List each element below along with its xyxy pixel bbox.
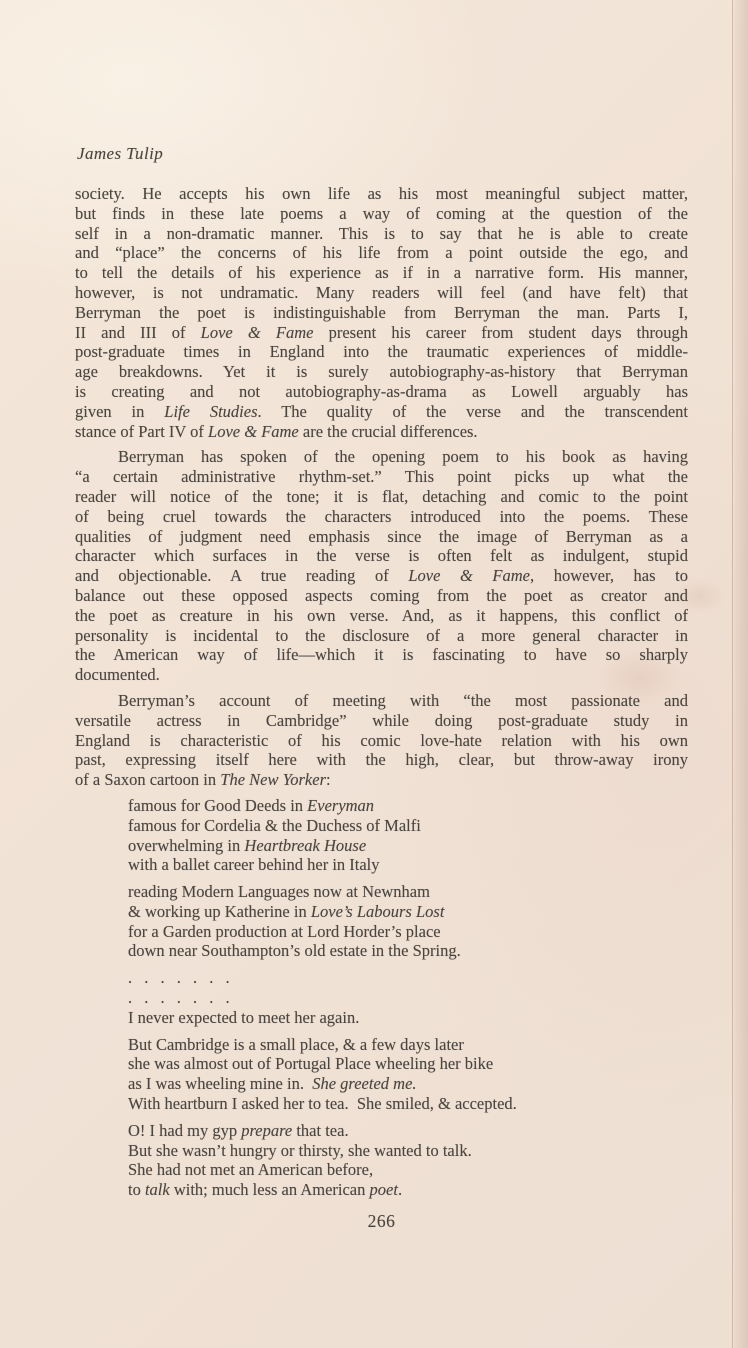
verse-line: But she wasn’t hungry or thirsty, she wanted to talk. — [128, 1140, 472, 1160]
text-line: is creating and not autobiography-as-drama as Lowell arguably has — [75, 381, 688, 401]
text-line: Berryman has spoken of the opening poem to his book as having — [118, 447, 688, 467]
verse-line: I never expected to meet her again. — [128, 1007, 360, 1027]
text-line: of a Saxon cartoon in The New Yorker: — [75, 770, 331, 790]
text-line: but finds in these late poems a way of coming at the question of the — [75, 203, 688, 223]
running-header-author: James Tulip — [77, 144, 164, 163]
text-line: past, expressing itself here with the high, clear, but throw-away irony — [75, 750, 688, 770]
verse-line: as I was wheeling mine in. She greeted me. — [128, 1074, 417, 1094]
text-line: England is characteristic of his comic love-hate relation with his own — [75, 730, 688, 750]
verse-line: & working up Katherine in Love’s Labours Lost — [128, 901, 445, 921]
verse-stanza — [128, 1035, 688, 1114]
verse-stanza — [128, 796, 688, 875]
verse-line: famous for Cordelia & the Duchess of Malfi — [128, 815, 421, 835]
page-body — [75, 184, 688, 1207]
verse-line: for a Garden production at Lord Horder’s place — [128, 921, 441, 941]
text-line: II and III of Love & Fame present his career from student days through — [75, 322, 688, 342]
verse-line: to talk with; much less an American poet. — [128, 1180, 403, 1200]
verse-line: she was almost out of Portugal Place wheeling her bike — [128, 1054, 494, 1074]
text-line: and objectionable. A true reading of Love & Fame, however, has to — [75, 566, 688, 586]
text-line: of being cruel towards the characters introduced into the poems. These — [75, 506, 688, 526]
text-line: and “place” the concerns of his life from a point outside the ego, and — [75, 243, 688, 263]
verse-line: She had not met an American before, — [128, 1160, 374, 1180]
text-line: stance of Part IV of Love & Fame are the crucial differences. — [75, 421, 478, 441]
page-edge-shadow — [732, 0, 748, 1348]
text-line: reader will notice of the tone; it is flat, detaching and comic to the point — [75, 486, 688, 506]
text-line: age breakdowns. Yet it is surely autobiography-as-history that Berryman — [75, 362, 688, 382]
verse-line: overwhelming in Heartbreak House — [128, 835, 367, 855]
verse-line: with a ballet career behind her in Italy — [128, 855, 380, 875]
verse-line: reading Modern Languages now at Newnham — [128, 882, 430, 902]
verse-line: With heartburn I asked her to tea. She smiled, & accepted. — [128, 1094, 517, 1114]
verse-line: But Cambridge is a small place, & a few days later — [128, 1034, 464, 1054]
text-line: balance out these opposed aspects coming from the poet as creator and — [75, 585, 688, 605]
text-line: to tell the details of his experience as if in a narrative form. His manner, — [75, 263, 688, 283]
text-line: self in a non-dramatic manner. This is to say that he is able to create — [75, 223, 688, 243]
text-line: given in Life Studies. The quality of the verse and the transcendent — [75, 401, 688, 421]
verse-line: down near Southampton’s old estate in the Spring. — [128, 941, 461, 961]
page-number: 266 — [367, 1211, 396, 1231]
text-line: the American way of life—which it is fascinating to have so sharply — [75, 645, 688, 665]
text-line: Berryman the poet is indistinguishable from Berryman the man. Parts I, — [75, 302, 688, 322]
text-line: Berryman’s account of meeting with “the most passionate and — [118, 690, 688, 710]
paragraph — [75, 691, 688, 790]
paragraph — [75, 184, 688, 441]
text-line: society. He accepts his own life as his most meaningful subject matter, — [75, 184, 688, 203]
verse-stanza — [128, 968, 688, 1027]
verse-stanza — [128, 1121, 688, 1200]
text-line: however, is not undramatic. Many readers will feel (and have felt) that — [75, 282, 688, 302]
text-line: character which surfaces in the verse is often felt as indulgent, stupid — [75, 546, 688, 566]
verse-line: O! I had my gyp prepare that tea. — [128, 1120, 349, 1140]
text-line: “a certain administrative rhythm-set.” This point picks up what the — [75, 467, 688, 487]
text-line: qualities of judgment need emphasis since the image of Berryman as a — [75, 526, 688, 546]
text-line: documented. — [75, 665, 160, 685]
verse-line: . . . . . . . — [128, 988, 231, 1008]
text-line: versatile actress in Cambridge” while doing post-graduate study in — [75, 710, 688, 730]
verse-stanza — [128, 882, 688, 961]
verse-line: famous for Good Deeds in Everyman — [128, 795, 375, 815]
text-line: the poet as creature in his own verse. And, as it happens, this conflict of — [75, 605, 688, 625]
text-line: personality is incidental to the disclosure of a more general character in — [75, 625, 688, 645]
verse-line: . . . . . . . — [128, 968, 231, 988]
text-line: post-graduate times in England into the traumatic experiences of middle- — [75, 342, 688, 362]
paragraph — [75, 447, 688, 685]
